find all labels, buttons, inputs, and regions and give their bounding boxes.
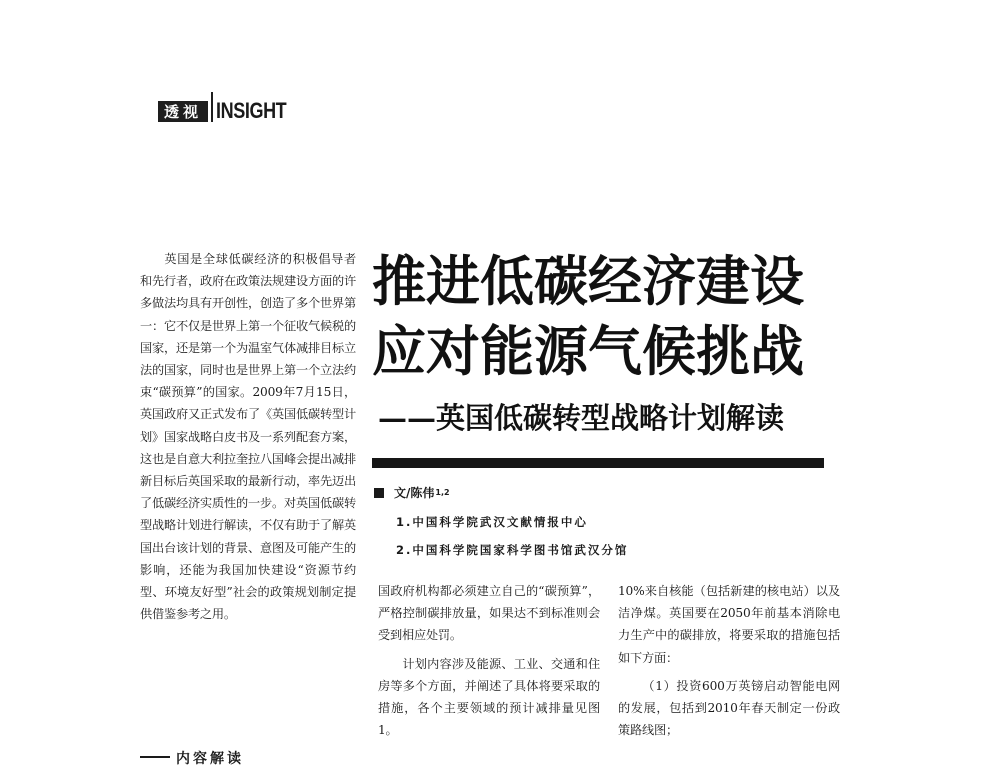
body-column-1 <box>378 580 600 747</box>
title-rule <box>372 458 824 468</box>
affiliation-2: 2.中国科学院国家科学图书馆武汉分馆 <box>396 543 629 557</box>
author-superscript: 1,2 <box>435 488 450 497</box>
author-name: 文/陈伟 <box>394 486 435 500</box>
intro-abstract: 英国是全球低碳经济的积极倡导者和先行者，政府在政策法规建设方面的许多做法均具有开创性，创造了多个世界第一：它不仅是世界上第一个征收气候税的国家，还是第一个为温室气体减排目标立法的国家，同时也是世界上第一个立法约束“碳预算”的国家。2009年7月15日，英国政府又正式发布了《英国低碳转型计划》国家战略白皮书及一系列配套方案，这也是自意大利拉奎拉八国峰会提出减排新目标后英国采取的最新行动，率先迈出了低碳经济实质性的一步。对英国低碳转型战略计划进行解读，不仅有助于了解英国出台该计划的背景、意图及可能产生的影响，还能为我国加快建设“资源节约型、环境友好型”社会的政策规划制定提供借鉴参考之用。 <box>140 252 356 622</box>
subheading: 内容解读 <box>176 751 244 767</box>
bullet-square-icon <box>374 488 384 498</box>
body-paragraph: 计划内容涉及能源、工业、交通和住房等多个方面，并阐述了具体将要采取的措施，各个主要领域的预计减排量见图1。 <box>378 656 600 738</box>
section-divider <box>211 92 213 122</box>
body-paragraph: 国政府机构都必须建立自己的“碳预算”，严格控制碳排放量，如果达不到标准则会受到相应处罚。 <box>378 584 600 643</box>
article-title-line2: 应对能源气候挑战 <box>372 320 804 383</box>
section-tag <box>158 92 302 122</box>
byline <box>374 484 450 501</box>
article-title-line1: 推进低碳经济建设 <box>372 250 804 313</box>
section-label-cn: 透视 <box>158 101 208 122</box>
section-label-en: INSIGHT <box>216 98 287 123</box>
subheading-rule <box>140 756 170 758</box>
affiliation-1: 1.中国科学院武汉文献情报中心 <box>396 515 588 529</box>
body-paragraph: 10%来自核能（包括新建的核电站）以及洁净煤。英国要在2050年前基本消除电力生产中的碳排放，将要采取的措施包括如下方面： <box>618 584 840 665</box>
body-paragraph: （1）投资600万英镑启动智能电网的发展，包括到2010年春天制定一份政策路线图； <box>618 678 840 738</box>
article-subtitle: ——英国低碳转型战略计划解读 <box>378 401 785 435</box>
body-column-2 <box>618 580 840 747</box>
